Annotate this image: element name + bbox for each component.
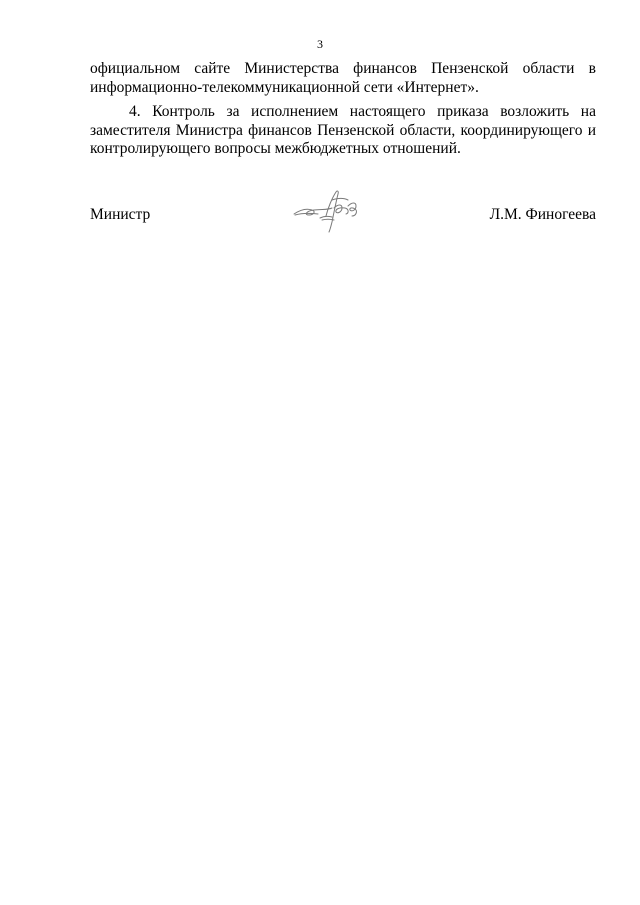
page-number: 3 (317, 37, 323, 51)
document-body (90, 60, 596, 165)
handwritten-signature-icon (292, 186, 372, 234)
paragraph-continuation: официальном сайте Министерства финансов Пензенской области в информационно-телекоммуникационной сети «Интернет». (90, 60, 596, 96)
paragraph-item-4: 4. Контроль за исполнением настоящего приказа возложить на заместителя Министра финансов Пензенской области, координирующего и контролирующего вопросы межбюджетных отношений. (90, 103, 596, 157)
signer-title: Министр (90, 206, 151, 223)
signer-name: Л.М. Финогеева (489, 206, 596, 223)
signature-block (90, 200, 596, 240)
